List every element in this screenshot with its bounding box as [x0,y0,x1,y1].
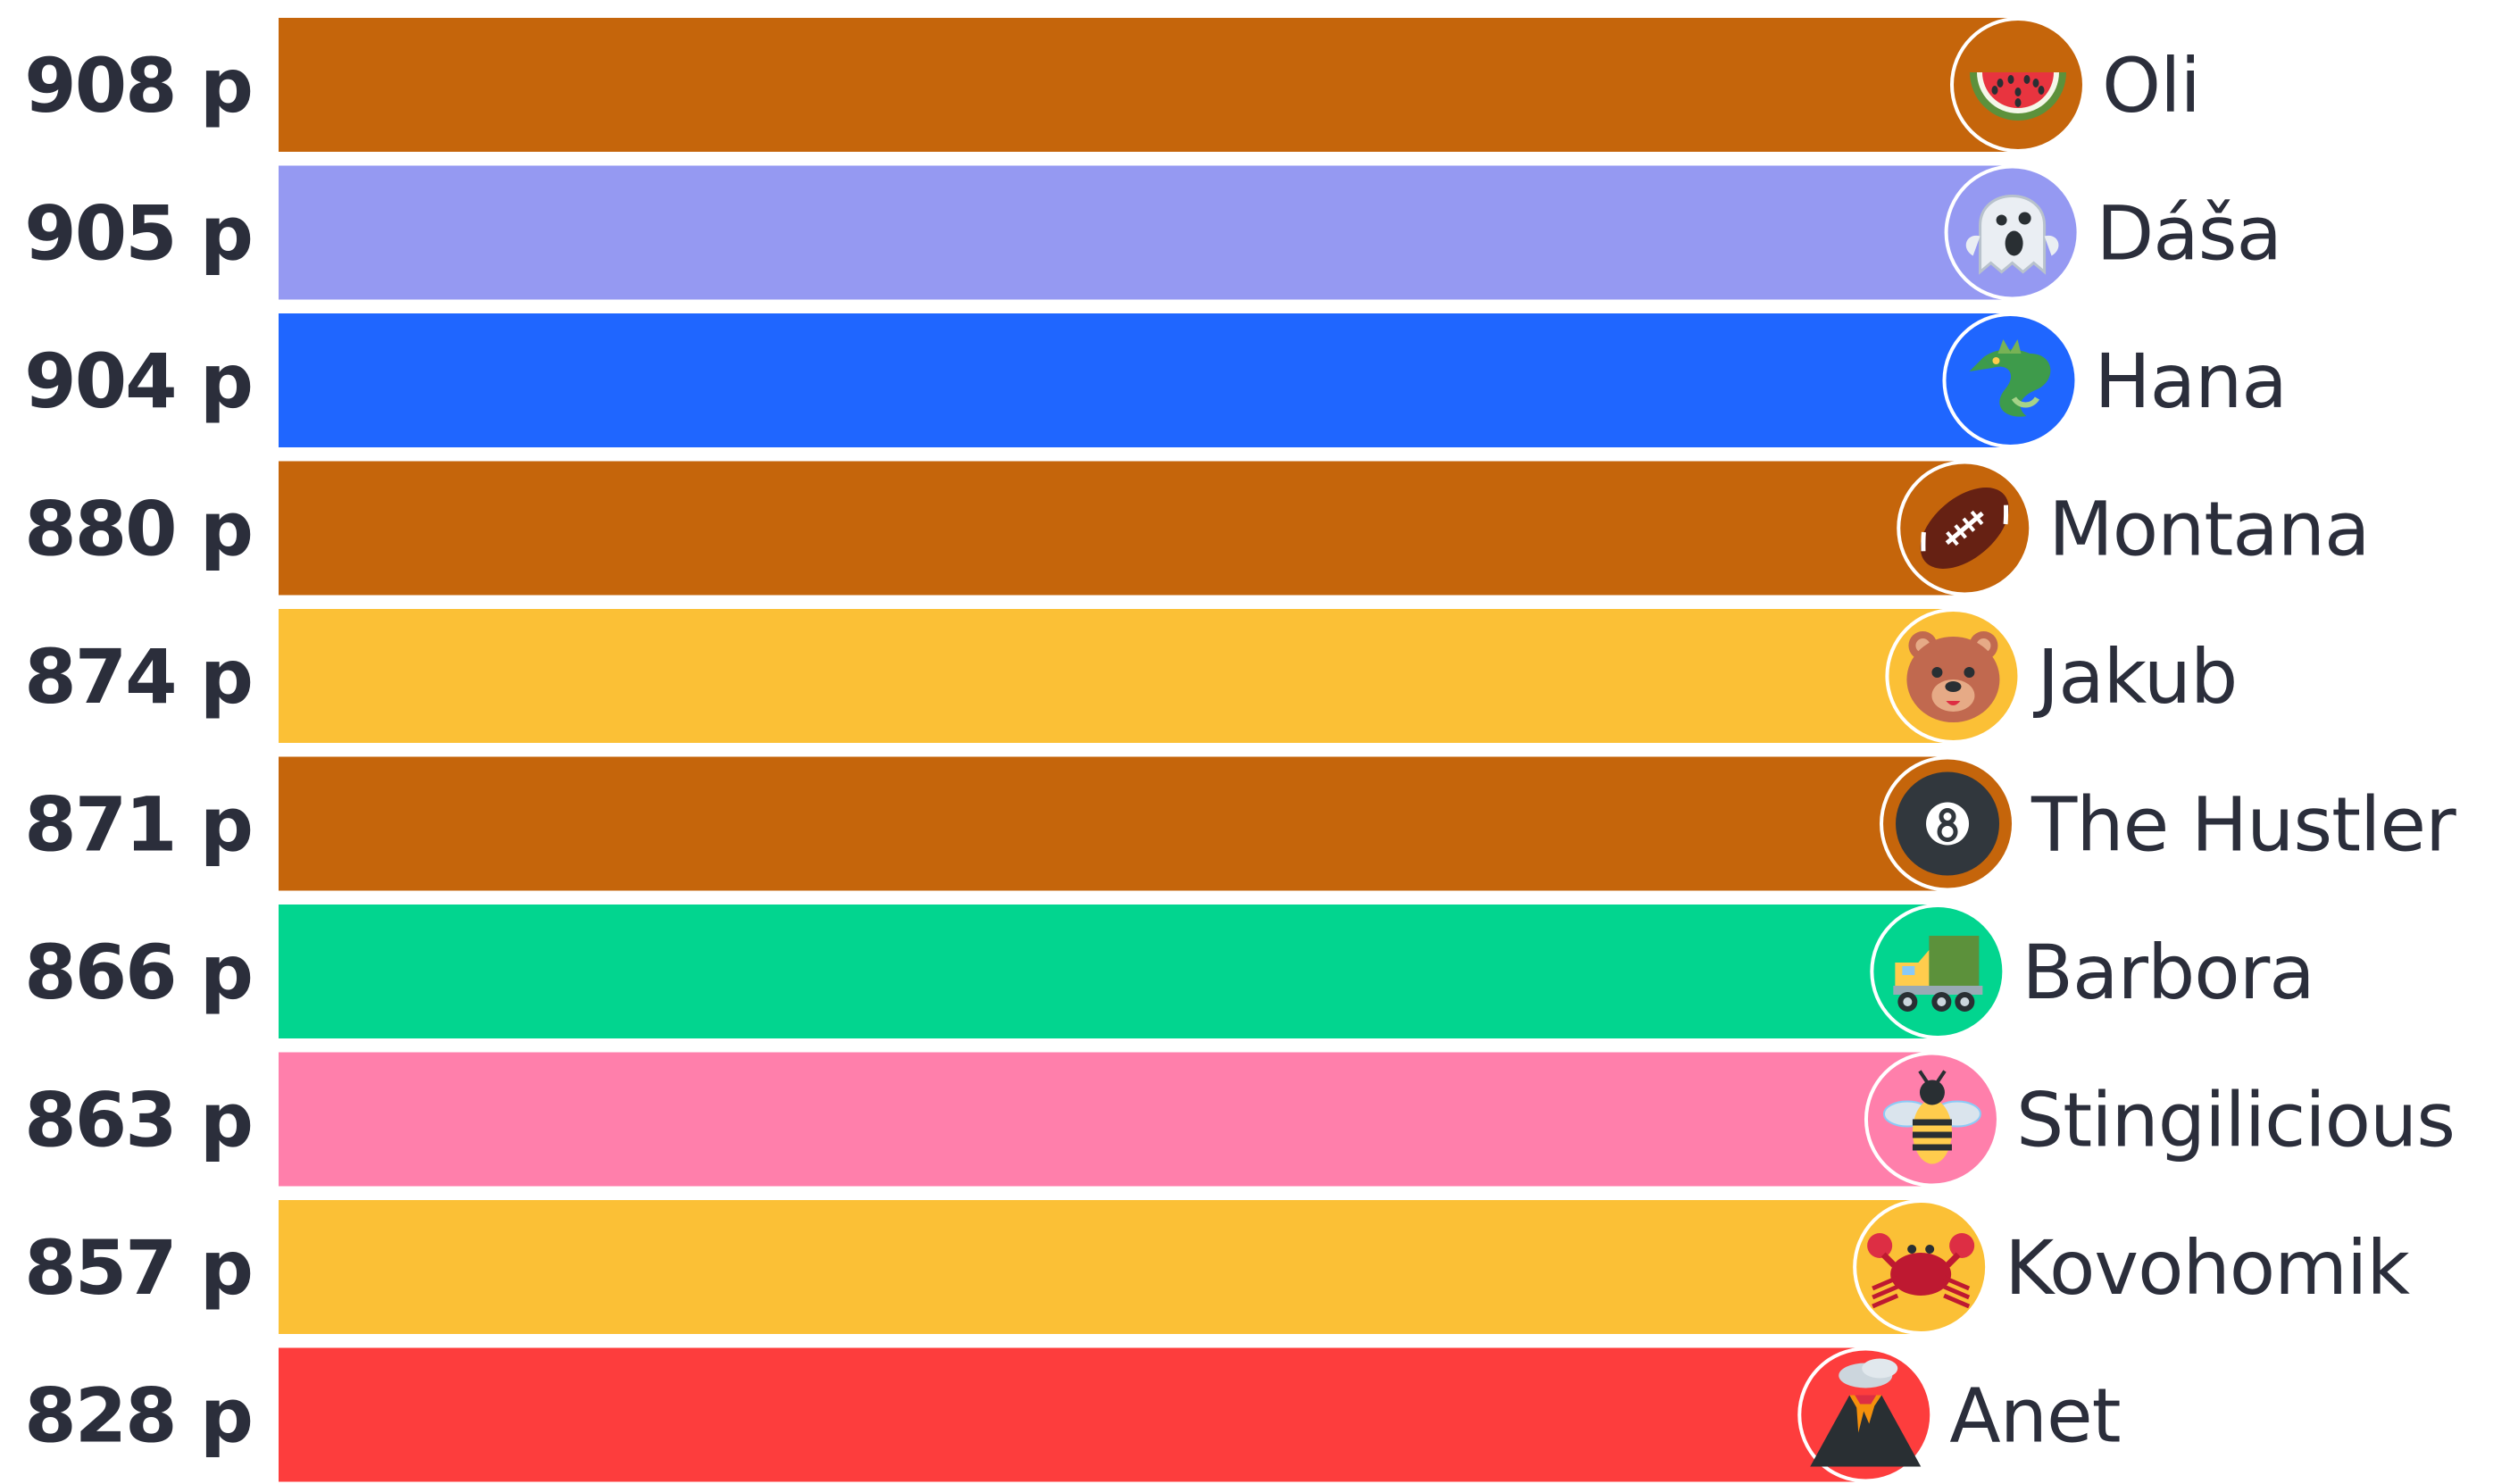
bar-the-hustler [279,757,1939,891]
player-name: Dáša [2096,189,2282,278]
value-label: 904 p [24,338,252,425]
value-label: 871 p [24,780,252,869]
bee-icon [1864,1052,2000,1188]
player-name: Jakub [2037,633,2238,721]
value-label: 874 p [24,633,252,721]
player-name: Montana [2048,485,2370,573]
bar-dáša [279,166,2004,300]
value-label: 866 p [24,929,252,1016]
football-icon [1897,461,2032,596]
ghost-icon [1945,165,2081,301]
bar-jakub [279,609,1944,743]
volcano-icon [1797,1347,1933,1483]
value-label: 828 p [24,1371,252,1460]
bar-hana [279,313,2001,447]
truck-icon [1870,904,2005,1039]
bear-icon [1885,608,2021,744]
player-name: Stingilicious [2015,1076,2456,1164]
watermelon-icon [1950,17,2086,153]
value-label: 880 p [24,485,252,573]
player-name: The Hustler [2031,780,2456,869]
eight-ball-icon [1880,756,2015,892]
value-label: 905 p [24,189,252,278]
value-label: 857 p [24,1224,252,1312]
value-label: 908 p [24,42,252,129]
player-name: Hana [2094,338,2287,425]
bar-montana [279,462,1955,596]
value-label: 863 p [24,1076,252,1164]
player-name: Oli [2102,42,2200,129]
player-name: Barbora [2022,929,2314,1016]
bar-kovohomik [279,1200,1912,1334]
bar-oli [279,18,2009,152]
dragon-icon [1942,313,2078,448]
bar-stingilicious [279,1053,1923,1187]
bar-anet [279,1348,1856,1482]
player-name: Kovohomik [2005,1224,2409,1312]
player-name: Anet [1949,1371,2121,1460]
crab-icon [1853,1199,1989,1335]
bar-barbora [279,905,1929,1038]
